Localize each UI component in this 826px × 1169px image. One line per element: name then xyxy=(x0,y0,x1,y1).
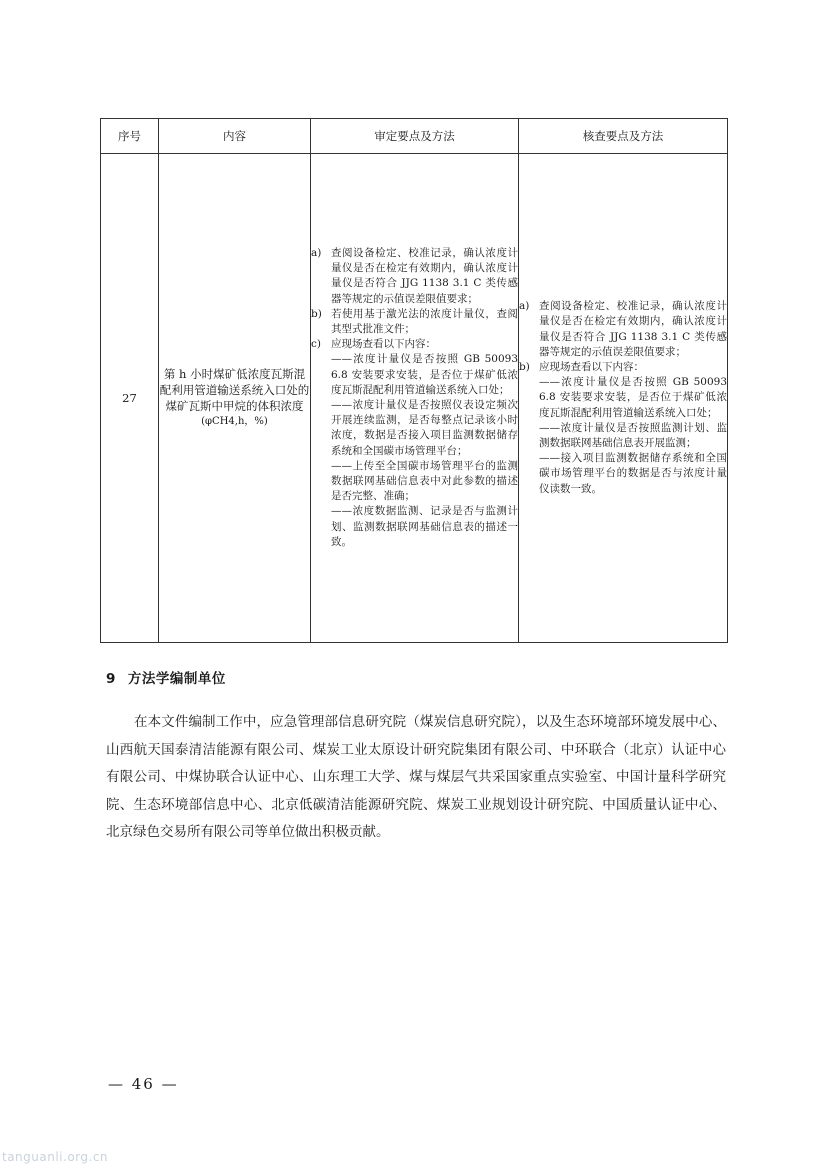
check-item-b-label: b) xyxy=(519,360,530,373)
page-number: — 46 — xyxy=(108,1075,179,1093)
row-review-method xyxy=(311,154,519,643)
section-paragraph: 在本文件编制工作中，应急管理部信息研究院（煤炭信息研究院），以及生态环境部环境发展中心、山西航天国泰清洁能源有限公司、煤炭工业太原设计研究院集团有限公司、中环联合（北京）认证中心有限公司、中煤协联合认证中心、山东理工大学、煤与煤层气共采国家重点实验室、中国计量科学研究院、生态环境部信息中心、北京低碳清洁能源研究院、煤炭工业规划设计研究院、中国质量认证中心、北京绿色交易所有限公司等单位做出积极贡献。 xyxy=(106,714,726,840)
review-item-c-text: 应现场查看以下内容： xyxy=(331,338,436,351)
review-item-c-label: c) xyxy=(311,338,321,351)
row-check-method xyxy=(519,154,728,643)
header-review-method: 审定要点及方法 xyxy=(311,119,519,154)
review-sub-3: ——上传至全国碳市场管理平台的监测数据联网基础信息表中对此参数的描述是否完整、准确； xyxy=(331,459,518,503)
check-item-a-label: a) xyxy=(519,300,530,313)
table-header-row xyxy=(101,119,728,154)
content-formula: (φCH4,h，%) xyxy=(201,416,268,427)
check-item-a xyxy=(519,299,727,360)
check-item-b-text: 应现场查看以下内容： xyxy=(539,360,644,373)
content-text: 第 h 小时煤矿低浓度瓦斯混配利用管道输送系统入口处的煤矿瓦斯中甲烷的体积浓度 xyxy=(159,367,310,413)
review-item-b xyxy=(311,307,518,337)
review-item-a xyxy=(311,246,518,307)
check-sub-1: ——浓度计量仪是否按照 GB 50093 6.8 安装要求安装，是否位于煤矿低浓度瓦斯混配利用管道输送系统入口处； xyxy=(539,376,727,419)
check-item-b xyxy=(519,360,727,375)
header-serial: 序号 xyxy=(101,119,159,154)
row-content xyxy=(159,154,311,643)
review-item-a-label: a) xyxy=(311,246,322,259)
header-content: 内容 xyxy=(159,119,311,154)
header-check-method: 核查要点及方法 xyxy=(519,119,728,154)
review-item-b-text: 若使用基于激光法的浓度计量仪，查阅其型式批准文件； xyxy=(331,307,518,335)
review-item-c xyxy=(311,337,518,352)
review-sub-2: ——浓度计量仪是否按照仪表设定频次开展连续监测，是否每整点记录该小时浓度，数据是否接入项目监测数据储存系统和全国碳市场管理平台； xyxy=(331,399,518,457)
section-number: 9 xyxy=(106,671,116,687)
review-check-table xyxy=(100,118,728,643)
section-title: 方法学编制单位 xyxy=(127,671,226,687)
review-item-b-label: b) xyxy=(311,307,322,320)
review-item-a-text: 查阅设备检定、校准记录，确认浓度计量仪是否在检定有效期内，确认浓度计量仪是否符合 JJG 1138 3.1 C 类传感器等规定的示值误差限值要求； xyxy=(331,246,518,305)
section-heading xyxy=(106,667,226,687)
watermark-text: tanguanli.org.cn xyxy=(2,1150,109,1164)
check-item-a-text: 查阅设备检定、校准记录，确认浓度计量仪是否在检定有效期内，确认浓度计量仪是否符合 JJG 1138 3.1 C 类传感器等规定的示值误差限值要求； xyxy=(539,300,727,358)
row-serial: 27 xyxy=(101,154,159,643)
check-sub-3: ——接入项目监测数据储存系统和全国碳市场管理平台的数据是否与浓度计量仪读数一致。 xyxy=(539,452,727,495)
review-sub-4: ——浓度数据监测、记录是否与监测计划、监测数据联网基础信息表的描述一致。 xyxy=(331,505,518,548)
table-row xyxy=(101,154,728,643)
check-sub-2: ——浓度计量仪是否按照监测计划、监测数据联网基础信息表开展监测； xyxy=(539,421,727,449)
review-sub-1: ——浓度计量仪是否按照 GB 50093 6.8 安装要求安装，是否位于煤矿低浓度瓦斯混配利用管道输送系统入口处； xyxy=(331,353,518,396)
